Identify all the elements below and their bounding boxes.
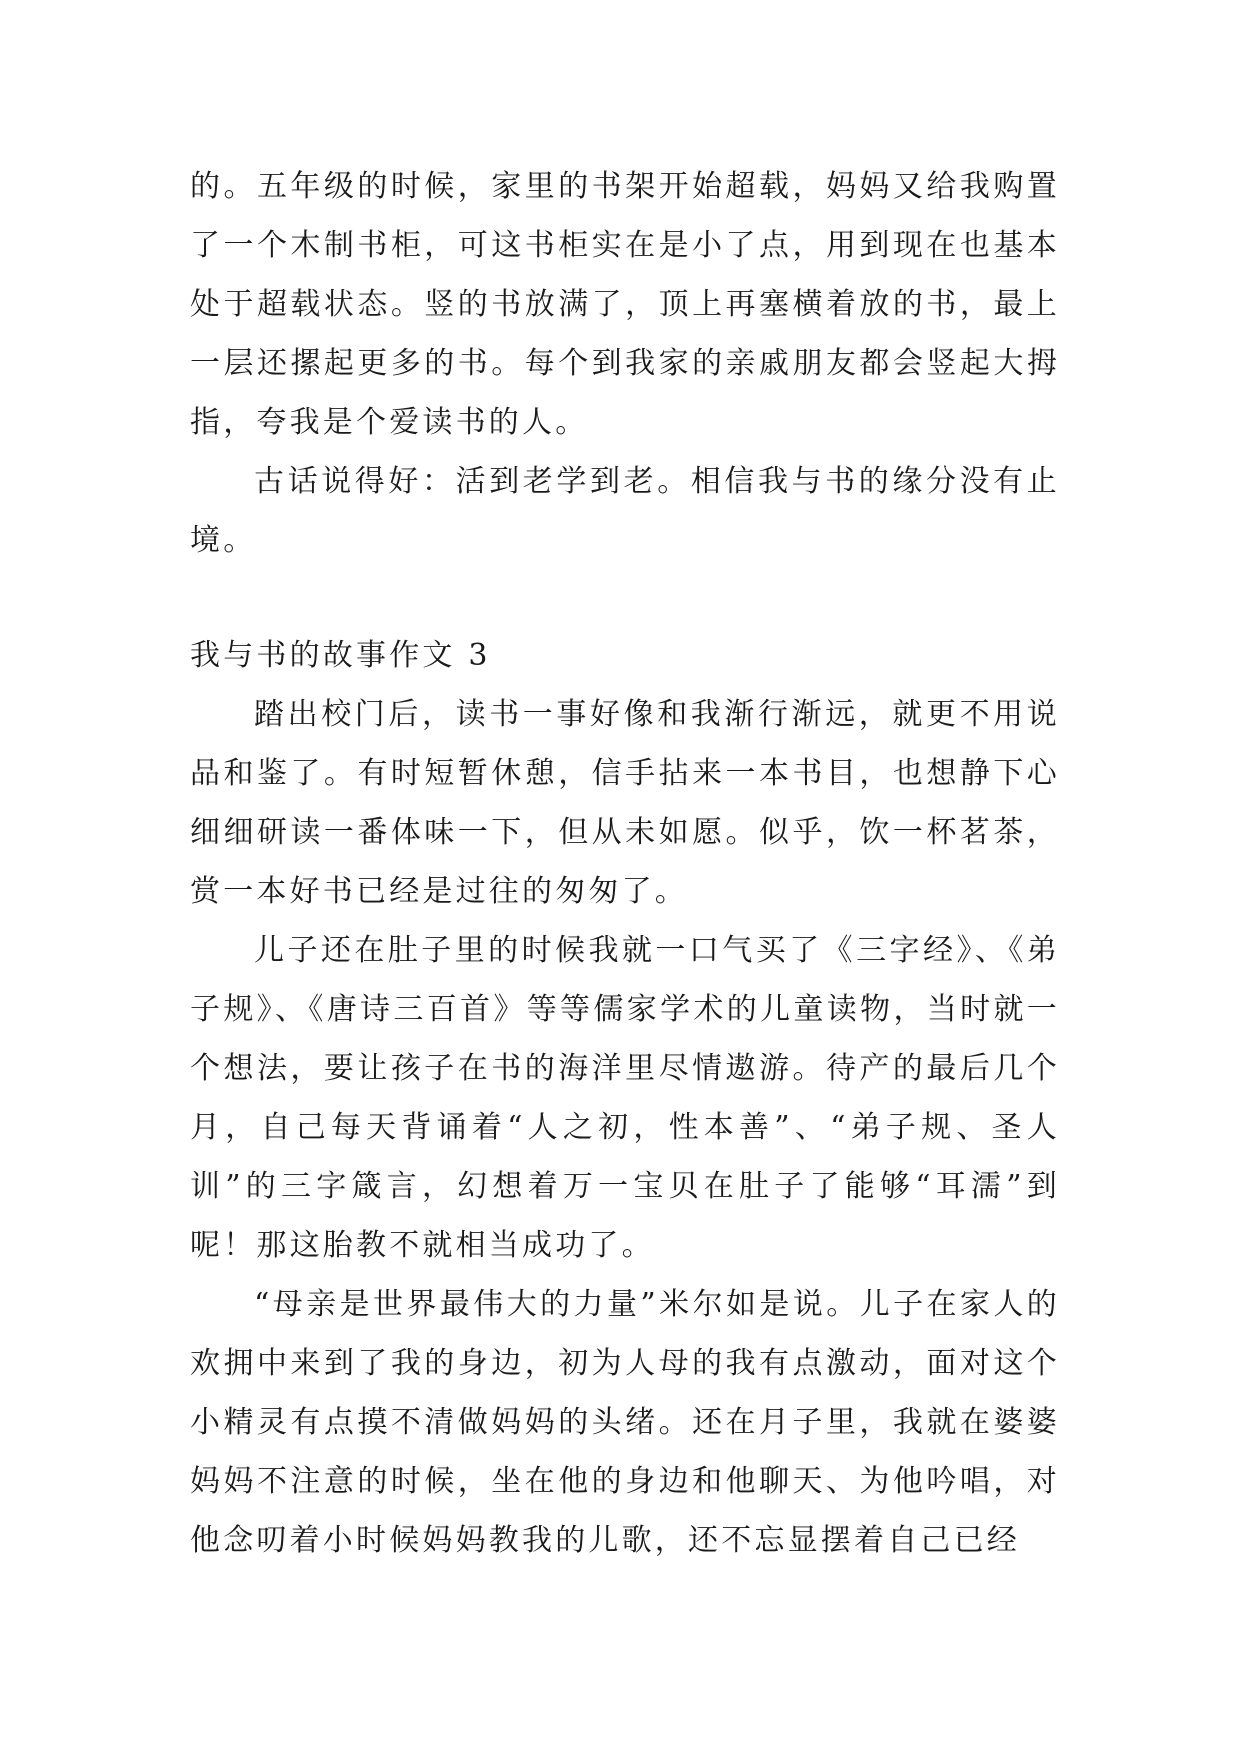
paragraph: 踏出校门后，读书一事好像和我渐行渐远，就更不用说品和鉴了。有时短暂休憩，信手拈来一本书目，也想静下心细细研读一番体味一下，但从未如愿。似乎，饮一杯茗茶，赏一本好书已经是过往的匆匆了。 [190, 697, 1060, 909]
section-title: 我与书的故事作文 3 [190, 638, 491, 673]
paragraph: “母亲是世界最伟大的力量”米尔如是说。儿子在家人的欢拥中来到了我的身边，初为人母的我有点激动，面对这个小精灵有点摸不清做妈妈的头绪。还在月子里，我就在婆婆妈妈不注意的时候，坐在他的身边和他聊天、为他吟唱，对他念叨着小时候妈妈教我的儿歌，还不忘显摆着自己已经 [190, 1287, 1060, 1558]
paragraph: 儿子还在肚子里的时候我就一口气买了《三字经》、《弟子规》、《唐诗三百首》等等儒家学术的儿童读物，当时就一个想法，要让孩子在书的海洋里尽情遨游。待产的最后几个月，自己每天背诵着“人之初，性本善”、“弟子规、圣人训”的三字箴言，幻想着万一宝贝在肚子了能够“耳濡”到呢！那这胎教不就相当成功了。 [190, 933, 1060, 1263]
paragraph-proverb: 古话说得好：活到老学到老。相信我与书的缘分没有止境。 [190, 464, 1060, 558]
document-page [190, 157, 1060, 1570]
paragraph-continued: 的。五年级的时候，家里的书架开始超载，妈妈又给我购置了一个木制书柜，可这书柜实在是小了点，用到现在也基本处于超载状态。竖的书放满了，顶上再塞横着放的书，最上一层还摞起更多的书。每个到我家的亲戚朋友都会竖起大拇指，夸我是个爱读书的人。 [190, 169, 1060, 440]
